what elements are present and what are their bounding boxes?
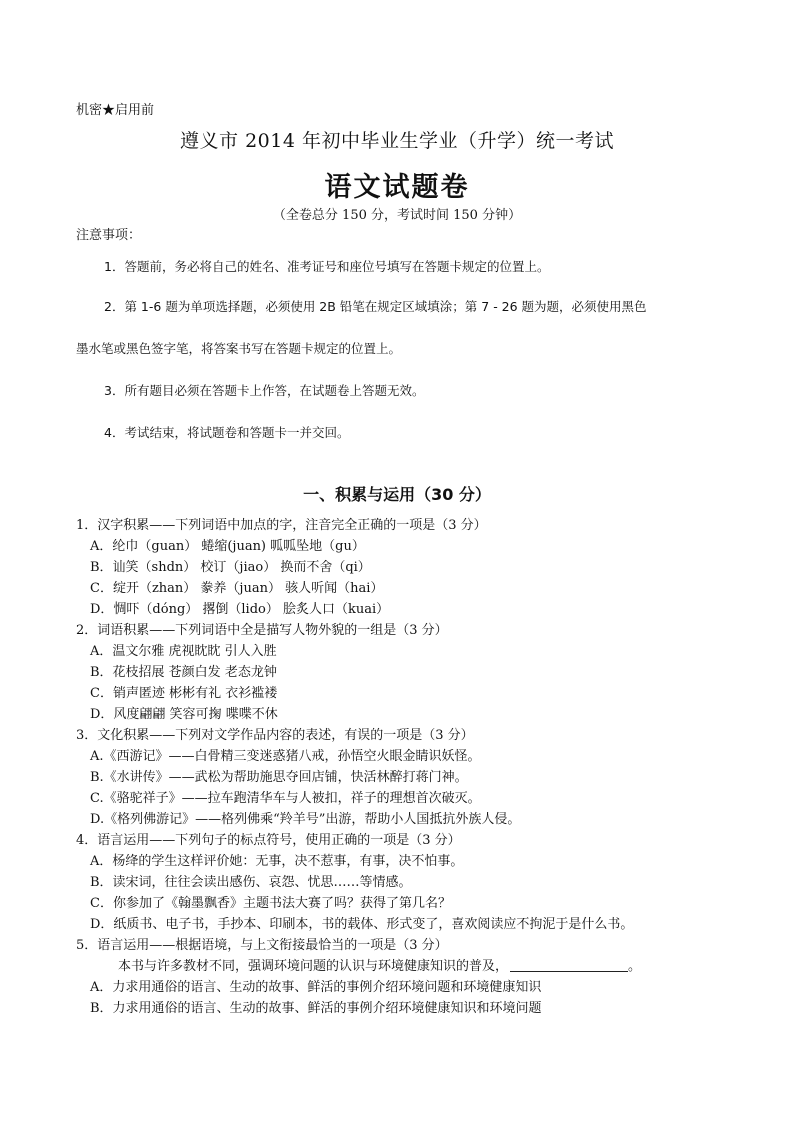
q5-context [118,955,641,974]
q3-option-c: C.《骆驼祥子》——拉车跑清华车与人被扣，祥子的理想首次破灭。 [90,791,481,806]
question-5: 5．语言运用——根据语境，与上文衔接最恰当的一项是（3 分） [76,938,448,953]
q3-option-a: A.《西游记》——白骨精三变迷惑猪八戒，孙悟空火眼金睛识妖怪。 [90,749,481,764]
note-2-line-2: 墨水笔或黑色签字笔，将答案书写在答题卡规定的位置上。 [76,341,402,356]
score-time-note: （全卷总分 150 分，考试时间 150 分钟） [272,208,522,223]
q5-option-a: A．力求用通俗的语言、生动的故事、鲜活的事例介绍环境问题和环境健康知识 [90,980,542,995]
q3-option-b: B.《水讲传》——武松为帮助施思夺回店铺，快活林醉打蒋门神。 [90,770,468,785]
q5-option-b: B．力求用通俗的语言、生动的故事、鲜活的事例介绍环境健康知识和环境问题 [90,1001,542,1016]
q1-option-d: D．惆吓（dóng） 撂倒（lido） 脍炙人口（kuai） [90,602,390,617]
question-2: 2．词语积累——下列词语中全是描写人物外貌的一组是（3 分） [76,623,448,638]
paper-subject: 语文试题卷 [324,172,470,203]
section-heading: 一、积累与运用（30 分） [303,485,491,504]
question-1: 1．汉字积累——下列词语中加点的字，注音完全正确的一项是（3 分） [76,518,487,533]
exam-title: 遵义市 2014 年初中毕业生学业（升学）统一考试 [180,130,614,152]
q2-option-a: A．温文尔雅 虎视眈眈 引人入胜 [90,644,277,659]
q4-option-d: D．纸质书、电子书，手抄本、印刷本，书的载体、形式变了，喜欢阅读应不拘泥于是什么书。 [90,917,634,932]
q5-context-end: 。 [628,959,642,974]
q1-option-c: C．绽开（zhan） 豢养（juan） 骇人听闻（hai） [90,581,384,596]
notes-heading: 注意事项： [76,228,142,243]
question-3: 3．文化积累——下列对文学作品内容的表述，有误的一项是（3 分） [76,728,474,743]
confidential-label: 机密★启用前 [76,103,155,118]
note-4: 4．考试结束，将试题卷和答题卡一并交回。 [104,425,350,440]
question-4: 4．语言运用——下列句子的标点符号，使用正确的一项是（3 分） [76,833,461,848]
q1-option-b: B．讪笑（shdn） 校订（jiao） 换而不舍（qi） [90,560,371,575]
q2-option-c: C．销声匿迹 彬彬有礼 衣衫褴褛 [90,686,278,701]
q4-option-b: B．读宋词，往往会读出感伤、哀怨、忧思……等情感。 [90,875,412,890]
answer-blank [510,958,628,972]
q5-context-text: 本书与许多教材不同，强调环境问题的认识与环境健康知识的普及， [118,959,509,974]
note-2-line-1: 2．第 1-6 题为单项选择题，必须使用 2B 铅笔在规定区域填涂；第 7 - 26 题为题，必须使用黑色 [104,299,647,314]
note-3: 3．所有题目必须在答题卡上作答，在试题卷上答题无效。 [104,383,425,398]
q2-option-b: B．花枝招展 苍颜白发 老态龙钟 [90,665,277,680]
q3-option-d: D.《格列佛游记》——格列佛乘“羚羊号”出游，帮助小人国抵抗外族人侵。 [90,812,521,827]
q1-option-a: A．纶巾（guan） 蜷缩(juan) 呱呱坠地（gu） [90,539,365,554]
q4-option-c: C．你参加了《翰墨飘香》主题书法大赛了吗？获得了第几名？ [90,896,451,911]
q4-option-a: A．杨绛的学生这样评价她：无事，决不惹事，有事，决不怕事。 [90,854,464,869]
q2-option-d: D．风度翩翩 笑容可掬 喋喋不休 [90,707,278,722]
note-1: 1．答题前，务必将自己的姓名、准考证号和座位号填写在答题卡规定的位置上。 [104,259,550,274]
